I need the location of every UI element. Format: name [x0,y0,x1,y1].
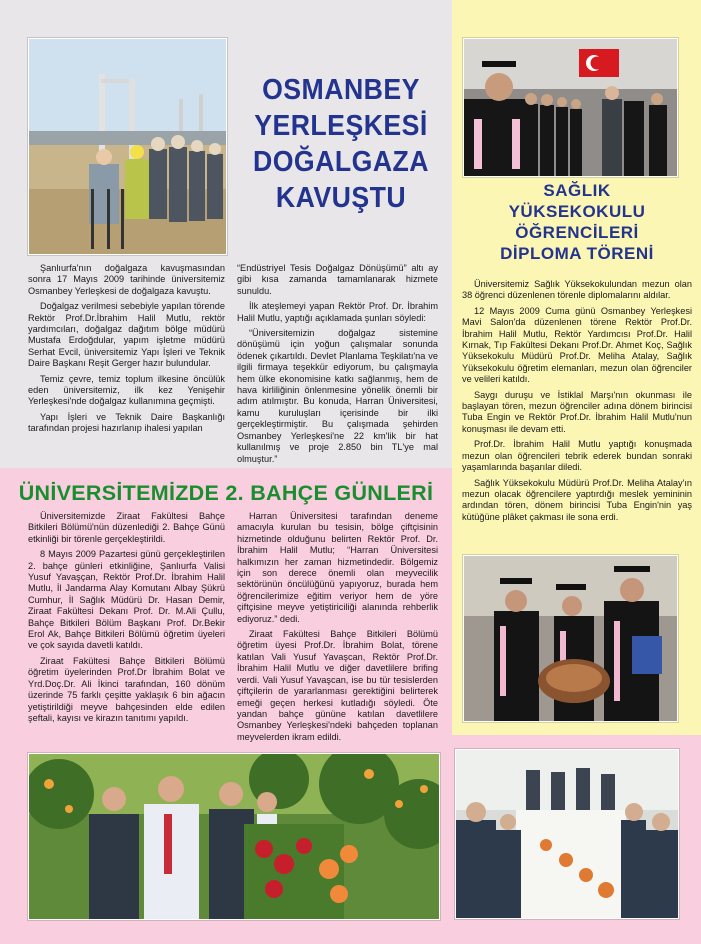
graduation-ceremony-photo [463,38,678,177]
paragraph: İlk ateşlemeyi yapan Rektör Prof. Dr. İbrahim Halil Mutlu, yaptığı açıklamada şunları söyledi: [237,301,438,323]
paragraph: Ziraat Fakültesi Bahçe Bitkileri Bölümü öğretim üyelerinden Prof.Dr İbrahim Bolat ve Yrd.Doç.Dr. Ali İkinci tarafından, 160 dönüm üzerinde 75 farklı çeşitte yaklaşık 6 bin ağacın yetiştirildiği meyve bahçesinden elde edilen şeftali, kayısı ve kirazın tanıtımı yapıldı. [28,655,225,723]
gas-article-title [244,72,437,216]
paragraph: Şanlıurfa'nın doğalgaza kavuşmasından sonra 17 Mayıs 2009 tarihinde üniversitemiz Osmanbey Yerleşkesi de doğalgaza kavuştu. [28,263,225,296]
graduates-plaque-photo [463,555,678,722]
paragraph: Yapı İşleri ve Teknik Daire Başkanlığı tarafından projesi hazırlanıp ihalesi yapılan [28,411,225,434]
garden-article-column-1 [28,511,225,728]
paragraph: Üniversitemizde Ziraat Fakültesi Bahçe Bitkileri Bölümü'nün düzenlediği 2. Bahçe Günü etkinliği bir törenle gerçekleştirildi. [28,511,225,544]
paragraph: “Endüstriyel Tesis Doğalgaz Dönüşümü” altı ay gibi kısa zamanda tamamlanarak hizmete sunuldu. [237,263,438,296]
paragraph: Ziraat Fakültesi Bahçe Bitkileri Bölümü öğretim üyesi Prof.Dr. İbrahim Bolat, törene katılan Vali Yusuf Yavaşcan, Rektör Prof.Dr. İbrahim Halil Mutlu ve diğer davetlilere brifing verdi. Vali Yusuf Yavaşcan, ise bu tür tesislerden çiftçilerin de yararlanması gerektiğini belirterek emeği geçen herkesi kutladığı söyledi. Öte yandan bahçe gününe katılan davetlilere Osmanbey Yerleşkesi'ndeki bahçeden toplanan meyvelerden ikram edildi. [237,629,438,742]
paragraph: Sağlık Yüksekokulu Müdürü Prof.Dr. Meliha Atalay'ın mezun olacak öğrencilere yaptırdığı meslek yemininin ardından tören, dönem birincisi Tuba Engin'nin yaş kütüğüne plâket çakması ile sona erdi. [462,477,692,522]
paragraph: “Üniversitemizin doğalgaz sistemine dönüşümü için yoğun çalışmalar sonunda ödenek çıkartıldı. Devlet Planlama Teşkilatı'na ve ilgili firmaya teşekkür ediyorum, bu çalışmayla hem ülke ekonomisine katkı sağlanmış, hem de hava kirliliğinin önlenmesine yönelik önemli bir adım atılmıştır. Bu konuda, Harran Üniversitesi, kamu kuruluşları içerisinde bir ilki gerçekleştirmiştir. Bu çalışmada şehirden Osmanbey Yerleşkesi'ne 22 km'lik bir hat kullanılmış ve proje 2.850 bin TL'ye mal olmuştur.” [237,328,438,464]
garden-article-title: ÜNİVERSİTEMİZDE 2. BAHÇE GÜNLERİ [18,481,434,505]
paragraph: Harran Üniversitesi tarafından deneme amacıyla kurulan bu tesisin, bölge çiftçisinin hizmetinde olduğunu belirten Rektör Prof. Dr. İbrahim Halil Mutlu; “Harran Üniversitesi halkımızın her zaman hizmetindedir. Bölgemiz için son derece önemli olan meyvecilik sektörünün öncülüğünü yapıyoruz, burada hem öğrencilerimize eğitim veriyor hem de yöre çiftçisine meyve yetiştiriciliği alanında rehberlik ediyoruz.” dedi. [237,511,438,624]
gas-title-line: DOĞALGAZA [252,146,430,178]
health-article-title [462,180,692,264]
gas-title-line: OSMANBEY [262,74,420,106]
health-article-body [462,279,692,527]
gas-article-column-1 [28,263,225,439]
garden-article-column-2 [237,511,438,747]
health-title-line: YÜKSEKOKULU [508,202,646,221]
gas-title-line: KAVUŞTU [275,182,407,214]
paragraph: Prof.Dr. İbrahim Halil Mutlu yaptığı konuşmada mezun olan öğrencileri tebrik ederek bundan sonraki yaşamlarında başarılar diledi. [462,439,692,473]
health-title-line: DİPLOMA TÖRENİ [500,244,654,263]
gas-title-line: YERLEŞKESİ [254,110,428,142]
orchard-visit-photo [28,753,440,920]
gas-ceremony-photo [28,38,227,255]
fruit-tasting-photo [455,749,679,919]
paragraph: Üniversitemiz Sağlık Yüksekokulundan mezun olan 38 öğrenci düzenlenen törenle diplomalarını aldılar. [462,279,692,301]
paragraph: Temiz çevre, temiz toplum ilkesine öncülük eden üniversitemiz, ilk kez Yenişehir Yerleşkesi'nde doğalgaz kullanımına geçmişti. [28,373,225,407]
health-title-line: SAĞLIK [543,181,611,200]
health-title-line: ÖĞRENCİLERİ [515,223,639,242]
paragraph: 12 Mayıs 2009 Cuma günü Osmanbey Yerleşkesi Mavi Salon'da düzenlenen törene Rektör Prof.Dr. İbrahim Halil Mutlu, Rektör Yardımcısı Prof.Dr. Halil Kırnak, Tıp Fakültesi Dekanı Prof.Dr. Ahmet Koç, Sağlık Yüksekokulu Müdürü Prof.Dr. Meliha Atalay, Sağlık Yüksekokulu öğretim elemanları, mezun olan öğrenciler ve velileri katıldı. [462,305,692,385]
paragraph: 8 Mayıs 2009 Pazartesi günü gerçekleştirilen 2. bahçe günleri etkinliğine, Şanlıurfa Valisi Yusuf Yavaşçan, Rektör Prof.Dr. İbrahim Halil Mutlu, İl Jandarma Alay Komutanı Albay Şükrü Cumhur, İl Sağlık Müdürü Dr. Hasan Demir, Ziraat Fakültesi Dekanı Prof. Dr. M.Ali Çullu, Bahçe Bitkileri Bölüm Başkanı Prof. Dr.Bekir Erol Ak, Bahçe Bitkileri Bölümü öğretim üyeleri ve çok sayıda davetli katıldı. [28,549,225,651]
paragraph: Saygı duruşu ve İstiklal Marşı'nın okunması ile başlayan tören, mezun öğrenciler adına dönem birincisi Tuba Engin ve Rektör Prof.Dr. İbrahim Halil Mutlu'nun konuşması ile devam etti. [462,389,692,434]
gas-article-column-2 [237,263,438,469]
paragraph: Doğalgaz verilmesi sebebiyle yapılan törende Rektör Prof.Dr.İbrahim Halil Mutlu, rektör yardımcıları, doğalgaz dağıtım bölge müdürü Mustafa Erdoğdular, yapım işletme müdürü Serhat Evcil, üniversitemiz Yapı İşleri ve Teknik Daire Başkanı Reşit Gerger hazır bulundular. [28,301,225,369]
